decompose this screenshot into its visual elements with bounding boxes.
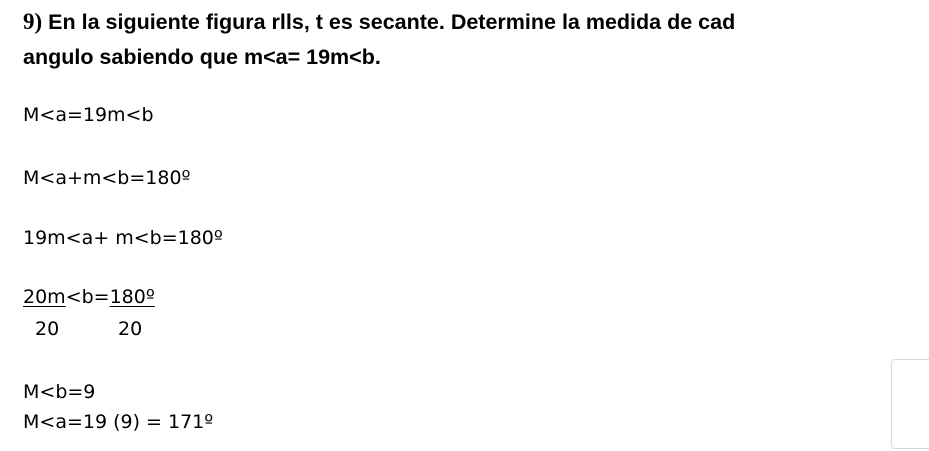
step-1: M<a=19m<b [23, 104, 154, 126]
problem-text-line1: En la siguiente figura rlls, t es secante. Determine la medida de cad [48, 10, 736, 34]
problem-statement [23, 4, 929, 75]
step-4-numerator [23, 285, 155, 309]
numerator-middle: <b= [65, 286, 110, 308]
problem-text-line2: angulo sabiendo que m<a= 19m<b. [23, 45, 381, 69]
side-panel-edge[interactable] [891, 359, 929, 449]
step-3: 19m<a+ m<b=180º [23, 227, 223, 249]
step-2: M<a+m<b=180º [23, 167, 191, 189]
denominator-left: 20 [35, 318, 60, 340]
numerator-left: 20m [23, 286, 66, 308]
problem-number: 9) [23, 9, 43, 34]
numerator-right: 180º [109, 286, 155, 308]
step-5: M<b=9 [23, 381, 96, 403]
step-6: M<a=19 (9) = 171º [23, 411, 214, 433]
denominator-right: 20 [118, 318, 143, 340]
